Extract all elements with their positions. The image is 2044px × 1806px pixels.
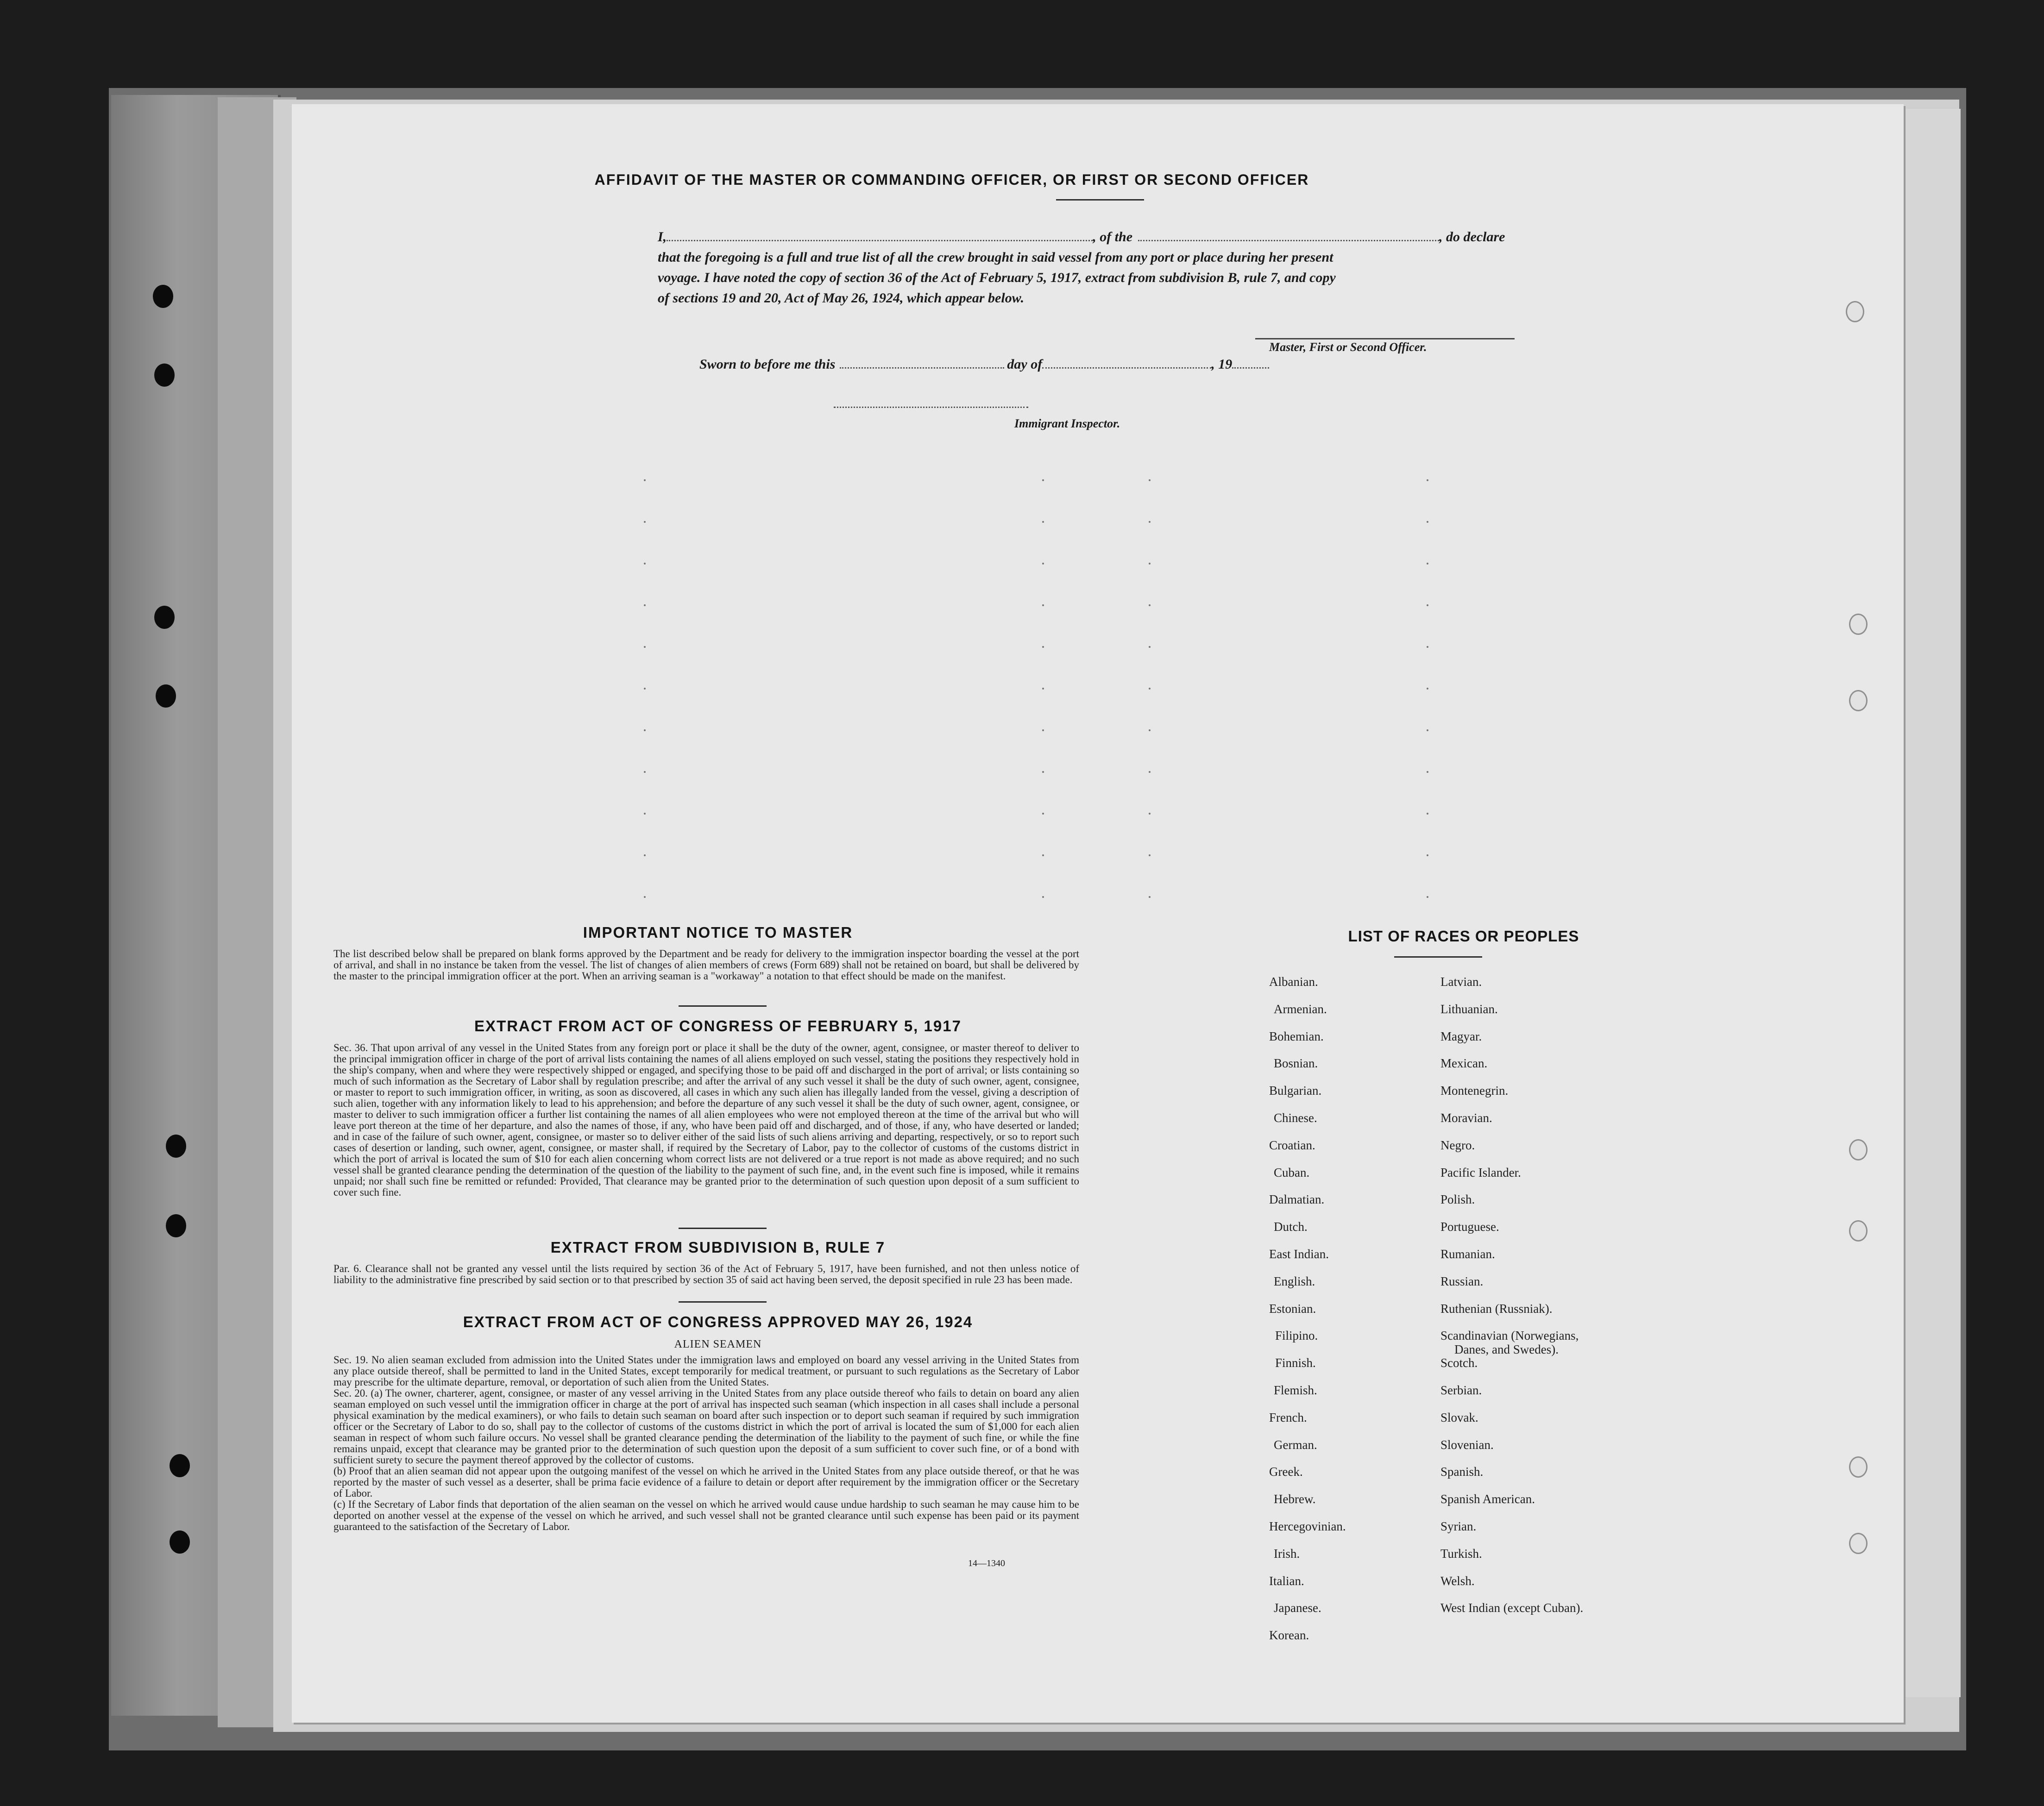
race-item: Negro. — [1440, 1138, 1475, 1152]
races-title-rule — [1394, 956, 1482, 958]
notice-text: The list described below shall be prepared on blank forms approved by the Department and be ready for delivery to the immigration inspector boarding the vessel at the port of arrival, and shall in no instance be taken from the vessel. The list of changes of alien members of crews (Form 689) shall not be retained on board, but shall be delivered by the master to the principal immigration officer at the port. When an arriving seaman is a "workaway" a notation to that effect should be made on the manifest. — [333, 948, 1079, 982]
race-item: Turkish. — [1440, 1546, 1482, 1561]
race-item: Irish. — [1274, 1546, 1300, 1561]
faint-dot-grid — [644, 479, 1431, 919]
vessel-name-field[interactable] — [1138, 240, 1439, 241]
race-item: Dutch. — [1274, 1220, 1308, 1234]
race-item: West Indian (except Cuban). — [1440, 1601, 1584, 1615]
binder-hole — [154, 364, 175, 387]
affidavit-line-2: that the foregoing is a full and true list of all the crew brought in said vessel from any port or place during her present — [658, 250, 1333, 265]
affidavit-i: I, — [658, 229, 667, 245]
sworn-year-field[interactable] — [1232, 367, 1269, 369]
race-item: Scandinavian (Norwegians, — [1440, 1329, 1579, 1343]
race-item: Syrian. — [1440, 1519, 1477, 1533]
section-20b-text: (b) Proof that an alien seaman did not appear upon the outgoing manifest of the vessel on which he arrived in the United States from any place outside thereof, or that he was reported by the master of such vessel as a deserter, shall be prima facie evidence of a failure to detain or deport after requirement by the immigration officer or the Secretary of Labor. — [333, 1465, 1079, 1499]
binder-hole — [166, 1214, 186, 1237]
section-20a-text: Sec. 20. (a) The owner, charterer, agent, consignee, or master of any vessel arriving in the United States from any place outside thereof who fails to detain on board any alien seaman employed on such vessel until the immigration officer in charge at the port of arrival has inspected such seaman (which inspection in all cases shall include a personal physical examination by the medical examiners), or who fails to detain such seaman on board after such inspection or to deport such seaman if required by such immigration officer or the Secretary of Labor to do so, shall pay to the collector of customs of the customs district in which the port of arrival is located the sum of $1,000 for each alien seaman in respect of whom such failure occurs. No vessel shall be granted clearance pending the determination of the liability to the payment of such fine, or while the fine remains unpaid, except that clearance may be granted prior to the determination of such question upon the deposit of a sum sufficient to cover such fine, or of a bond with sufficient surety to secure the payment thereof approved by the collector of customs. — [333, 1387, 1079, 1466]
signature-line[interactable] — [1255, 338, 1515, 339]
binder-hole — [170, 1454, 190, 1477]
race-item: Spanish American. — [1440, 1492, 1535, 1506]
race-item: Croatian. — [1269, 1138, 1315, 1152]
punch-hole — [1849, 1220, 1868, 1242]
race-item: Bosnian. — [1274, 1056, 1318, 1071]
section-rule — [679, 1005, 767, 1007]
punch-hole — [1849, 1139, 1868, 1160]
extract-rule7-title: EXTRACT FROM SUBDIVISION B, RULE 7 — [550, 1239, 886, 1256]
punch-hole — [1849, 614, 1868, 635]
race-item: Hercegovinian. — [1269, 1519, 1346, 1533]
race-item: Scotch. — [1440, 1356, 1478, 1370]
race-item: Albanian. — [1269, 975, 1318, 989]
alien-seamen-subtitle: ALIEN SEAMEN — [674, 1338, 762, 1350]
races-left-column — [1253, 975, 1420, 1669]
inspector-signature-line[interactable] — [834, 407, 1028, 408]
title-rule — [1056, 199, 1144, 201]
sworn-line — [699, 357, 1371, 372]
race-item: Rumanian. — [1440, 1247, 1495, 1261]
race-item: Magyar. — [1440, 1029, 1482, 1043]
race-item: French. — [1269, 1410, 1307, 1424]
race-item: Montenegrin. — [1440, 1084, 1509, 1098]
race-item: Moravian. — [1440, 1111, 1492, 1125]
races-right-column — [1440, 975, 1718, 1669]
extract-1924-body — [333, 1354, 1079, 1532]
race-item: Serbian. — [1440, 1383, 1482, 1397]
race-item: Ruthenian (Russniak). — [1440, 1301, 1553, 1316]
sworn-day-field[interactable] — [840, 367, 1004, 369]
extract-1917-title: EXTRACT FROM ACT OF CONGRESS OF FEBRUARY 5, 1917 — [474, 1017, 962, 1035]
race-item: Finnish. — [1275, 1356, 1316, 1370]
inspector-label: Immigrant Inspector. — [1014, 417, 1120, 430]
race-item: Italian. — [1269, 1574, 1304, 1588]
notice-title: IMPORTANT NOTICE TO MASTER — [583, 924, 853, 941]
punch-hole — [1849, 690, 1868, 711]
section-20c-text: (c) If the Secretary of Labor finds that deportation of the alien seaman on the vessel on which he arrived would cause undue hardship to such seaman he may cause him to be deported on another vessel at the expense of the vessel on which he arrived, and such vessel shall not be granted clearance until such expense has been paid or its payment guaranteed to the satisfaction of the Secretary of Labor. — [333, 1499, 1079, 1532]
race-item: Hebrew. — [1274, 1492, 1316, 1506]
punch-hole — [1849, 1533, 1868, 1554]
race-item: Latvian. — [1440, 975, 1482, 989]
race-item: Dalmatian. — [1269, 1192, 1325, 1207]
affidavit-declaration — [658, 227, 1570, 308]
affidavit-title: AFFIDAVIT OF THE MASTER OR COMMANDING OFFICER, OR FIRST OR SECOND OFFICER — [594, 171, 1309, 188]
race-item: Chinese. — [1274, 1111, 1317, 1125]
race-item: Estonian. — [1269, 1301, 1316, 1316]
race-item: Bohemian. — [1269, 1029, 1324, 1043]
section-rule — [679, 1301, 767, 1303]
race-item: Pacific Islander. — [1440, 1165, 1521, 1179]
master-name-field[interactable] — [667, 240, 1093, 241]
race-item: Slovak. — [1440, 1410, 1478, 1424]
races-title: LIST OF RACES OR PEOPLES — [1348, 928, 1579, 945]
affidavit-page — [292, 104, 1904, 1723]
race-item: Mexican. — [1440, 1056, 1488, 1071]
race-item-continuation: Danes, and Swedes). — [1454, 1342, 1559, 1357]
race-item: Filipino. — [1275, 1329, 1318, 1343]
binder-hole — [170, 1530, 190, 1554]
race-item: Slovenian. — [1440, 1437, 1494, 1452]
section-rule — [679, 1228, 767, 1229]
section-19-text: Sec. 19. No alien seaman excluded from admission into the United States under the immigration laws and employed on board any vessel arriving in the United States from any place outside thereof, shall be permitted to land in the United States, except temporarily for medical treatment, or pursuant to such regulations as the Secretary of Labor may prescribe for the ultimate departure, removal, or deportation of such alien from the United States. — [333, 1354, 1079, 1388]
race-item: Greek. — [1269, 1465, 1303, 1479]
race-item: Cuban. — [1274, 1165, 1310, 1179]
race-item: Armenian. — [1274, 1002, 1327, 1016]
binder-hole — [154, 606, 175, 629]
affidavit-of-the: , of the — [1093, 229, 1133, 245]
race-item: Japanese. — [1274, 1601, 1321, 1615]
affidavit-declare: , do declare — [1439, 229, 1505, 245]
sworn-day-of: day of — [1007, 357, 1043, 372]
race-item: Russian. — [1440, 1274, 1484, 1288]
sworn-prefix: Sworn to before me this — [699, 357, 836, 372]
sworn-month-field[interactable] — [1042, 367, 1211, 369]
extract-1924-title: EXTRACT FROM ACT OF CONGRESS APPROVED MAY 26, 1924 — [463, 1313, 973, 1330]
punch-hole — [1846, 301, 1864, 322]
extract-rule7-text: Par. 6. Clearance shall not be granted any vessel until the lists required by section 36 of the Act of February 5, 1917, have been furnished, and not then unless notice of liability to the administrative fine prescribed by said section or to that prescribed by section 35 of said act having been served, the deposit specified in rule 23 has been made. — [333, 1263, 1079, 1286]
race-item: East Indian. — [1269, 1247, 1329, 1261]
race-item: Flemish. — [1274, 1383, 1317, 1397]
race-item: English. — [1274, 1274, 1315, 1288]
race-item: Polish. — [1440, 1192, 1475, 1207]
affidavit-line-3: voyage. I have noted the copy of section 36 of the Act of February 5, 1917, extract from subdivision B, rule 7, and copy — [658, 270, 1336, 285]
race-item: Bulgarian. — [1269, 1084, 1322, 1098]
race-item: Portuguese. — [1440, 1220, 1499, 1234]
affidavit-line-4: of sections 19 and 20, Act of May 26, 1924, which appear below. — [658, 290, 1025, 306]
race-item: German. — [1274, 1437, 1317, 1452]
binder-hole — [166, 1135, 186, 1158]
race-item: Korean. — [1269, 1628, 1309, 1643]
extract-1917-text: Sec. 36. That upon arrival of any vessel in the United States from any foreign port or place it shall be the duty of the owner, agent, consignee, or master thereof to deliver to the principal immigration officer in charge of the port of arrival lists containing the names of all aliens employed on such vessel, stating the positions they respectively hold in the ship's company, when and where they were respectively shipped or engaged, and specifying those to be paid off and discharged in the port of arrival; or lists containing so much of such information as the Secretary of Labor shall by regulation prescribe; and after the arrival of any such vessel it shall be the duty of such owner, agent, consignee, or master to report to such immigration officer, in writing, as soon as discovered, all cases in which any such alien has illegally landed from the vessel, giving a description of such alien, together with any information likely to lead to his apprehension; and before the departure of any such vessel it shall be the duty of such owner, agent, consignee, or master to deliver to such immigration officer a further list containing the names of all alien employees who were not employed thereon at the time of the arrival but who will leave port thereon at the time of her departure, and also the names of those, if any, who have been paid off and discharged, and of those, if any, who have deserted or landed; and in case of the failure of such owner, agent, consignee, or master so to deliver either of the said lists of such aliens arriving and departing, respectively, or so to report such cases of desertion or landing, such owner, agent, consignee, or master shall, if required by the Secretary of Labor, pay to the collector of customs of the customs district in which the port of arrival is located the sum of $10 for each alien concerning whom correct lists are not delivered or a true report is not made as above required; and no such vessel shall be granted clearance pending the determination of the question of the liability to the payment of such fine, and, in the event such fine is imposed, while it remains unpaid; nor shall such fine be remitted or refunded: Provided, That clearance may be granted prior to the determination of such question upon deposit of a sum sufficient to cover such fine. — [333, 1042, 1079, 1198]
race-item: Spanish. — [1440, 1465, 1484, 1479]
race-item: Lithuanian. — [1440, 1002, 1498, 1016]
binder-hole — [153, 285, 173, 308]
form-number: 14—1340 — [968, 1558, 1005, 1568]
sworn-year: , 19 — [1211, 357, 1233, 372]
binder-hole — [156, 684, 176, 708]
signature-label: Master, First or Second Officer. — [1269, 340, 1427, 354]
punch-hole — [1849, 1456, 1868, 1478]
race-item: Welsh. — [1440, 1574, 1475, 1588]
